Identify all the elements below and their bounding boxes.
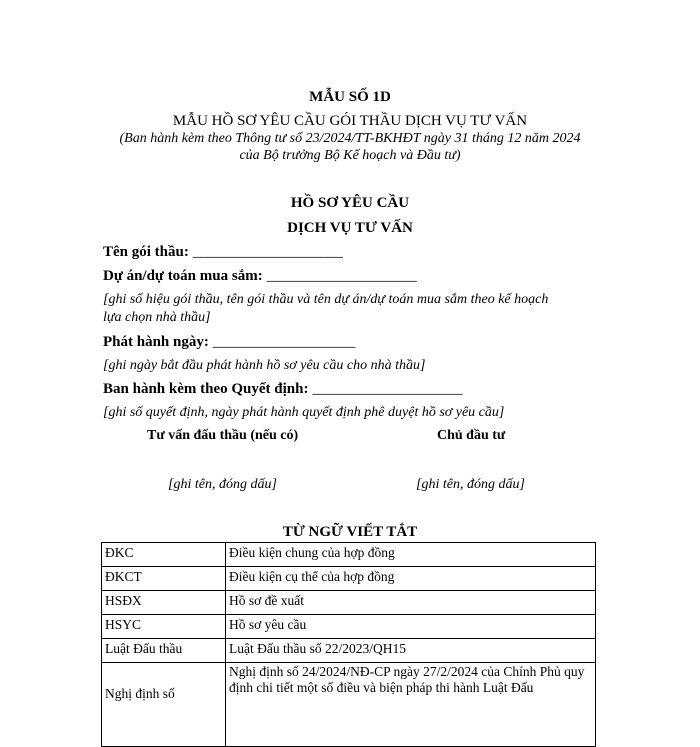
abbr-cell: ĐKC — [102, 543, 226, 567]
decision-label: Ban hành kèm theo Quyết định: — [103, 381, 309, 397]
table-row — [102, 543, 596, 567]
form-title: MẪU HỒ SƠ YÊU CẦU GÓI THẦU DỊCH VỤ TƯ VẤN — [172, 113, 528, 129]
decision-note: [ghi số quyết định, ngày phát hành quyết định phê duyệt hồ sơ yêu cầu] — [103, 405, 505, 420]
investor-signature-note: [ghi tên, đóng dấu] — [416, 477, 525, 492]
issued-note-line1: (Ban hành kèm theo Thông tư số 23/2024/TT-BKHĐT ngày 31 tháng 12 năm 2024 — [119, 131, 581, 146]
decision-blank: ____________________ — [312, 381, 463, 397]
meaning-cell: Hồ sơ yêu cầu — [226, 615, 596, 639]
table-row — [102, 615, 596, 639]
abbreviations-title: TỪ NGỮ VIẾT TẮT — [282, 524, 418, 540]
table-row — [102, 663, 596, 747]
meaning-cell: Điều kiện cụ thể của hợp đồng — [226, 567, 596, 591]
abbr-cell: Nghị định số — [102, 663, 226, 747]
package-name-label: Tên gói thầu: — [103, 244, 189, 260]
abbr-cell: ĐKCT — [102, 567, 226, 591]
issue-date-label: Phát hành ngày: — [103, 334, 209, 350]
investor-label: Chủ đầu tư — [437, 428, 506, 443]
consultant-signature-note: [ghi tên, đóng dấu] — [168, 477, 277, 492]
form-number: MẪU SỐ 1D — [309, 89, 391, 105]
meaning-cell: Điều kiện chung của hợp đồng — [226, 543, 596, 567]
abbr-cell: HSYC — [102, 615, 226, 639]
doc-title-line2: DỊCH VỤ TƯ VẤN — [287, 220, 413, 236]
abbreviations-table — [101, 542, 596, 747]
abbr-cell: Luật Đấu thầu — [102, 639, 226, 663]
package-name-field — [103, 244, 343, 261]
issued-note-line2: của Bộ trưởng Bộ Kế hoạch và Đầu tư) — [239, 148, 461, 163]
table-row — [102, 591, 596, 615]
project-note-line1: [ghi số hiệu gói thầu, tên gói thầu và tên dự án/dự toán mua sắm theo kế hoạch — [103, 292, 549, 307]
project-label: Dự án/dự toán mua sắm: — [103, 268, 263, 284]
project-note-line2: lựa chọn nhà thầu] — [103, 310, 211, 325]
table-row — [102, 567, 596, 591]
project-blank: ____________________ — [266, 268, 417, 284]
table-row — [102, 639, 596, 663]
issue-date-note: [ghi ngày bắt đầu phát hành hồ sơ yêu cầu cho nhà thầu] — [103, 358, 426, 373]
project-field — [103, 268, 417, 285]
consultant-label: Tư vấn đấu thầu (nếu có) — [147, 428, 299, 443]
meaning-cell: Hồ sơ đề xuất — [226, 591, 596, 615]
issue-date-blank: ___________________ — [212, 334, 356, 350]
doc-title-line1: HỒ SƠ YÊU CẦU — [290, 195, 410, 211]
abbr-cell: HSĐX — [102, 591, 226, 615]
issue-date-field — [103, 334, 355, 351]
package-name-blank: ____________________ — [192, 244, 343, 260]
decision-field — [103, 381, 462, 398]
meaning-cell: Nghị định số 24/2024/NĐ-CP ngày 27/2/2024 của Chính Phủ quy định chi tiết một số điều và biện pháp thi hành Luật Đấu — [226, 663, 596, 747]
meaning-cell: Luật Đấu thầu số 22/2023/QH15 — [226, 639, 596, 663]
